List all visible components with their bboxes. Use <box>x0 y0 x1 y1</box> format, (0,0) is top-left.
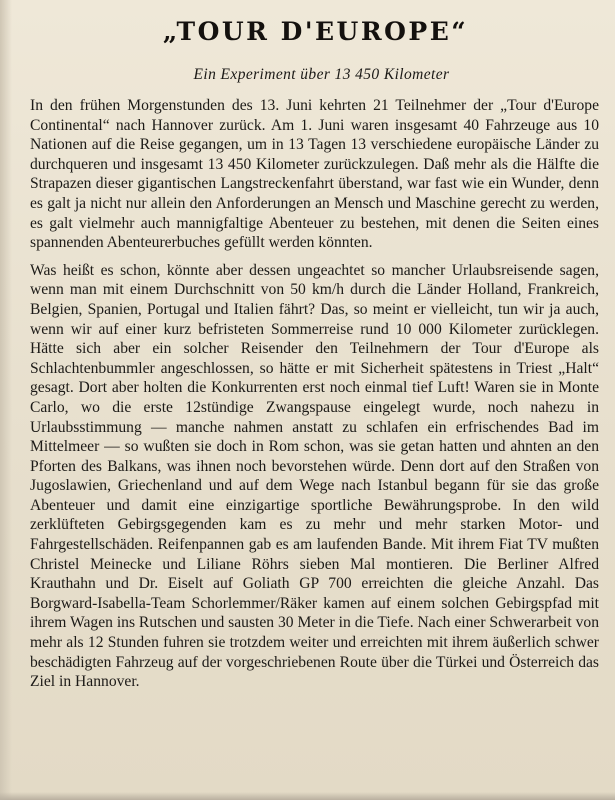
article-title: „TOUR D'EUROPE“ <box>162 17 469 46</box>
article-paragraph-1: In den frühen Morgenstunden des 13. Juni kehrten 21 Teilnehmer der „Tour d'Europe Continental“ nach Hannover zurück. Am 1. Juni waren insgesamt 40 Fahrzeuge aus 10 Nationen auf die Reise gegangen, um in 13 Tagen 13 verschiedene europäische Länder zu durchqueren und insgesamt 13 450 Kilometer zurückzulegen. Daß mehr als die Hälfte die Strapazen dieser gigantischen Langstreckenfahrt überstand, war fast wie ein Wunder, denn es galt ja nicht nur allein den Anforderungen an Mensch und Maschine gerecht zu werden, es galt vielmehr auch mannigfaltige Abenteuer zu bestehen, mit denen die Seiten eines spannenden Abenteurerbuches gefüllt werden könnten. <box>30 97 599 252</box>
page-bottom-edge <box>0 792 615 800</box>
article-subtitle: Ein Experiment über 13 450 Kilometer <box>193 66 450 83</box>
article-paragraph-2: Was heißt es schon, könnte aber dessen ungeachtet so mancher Urlaubsreisende sagen, wenn man mit einem Durchschnitt von 50 km/h durch die Länder Holland, Frankreich, Belgien, Spanien, Portugal und Italien fährt? Das, so meint er vielleicht, tun wir ja auch, wenn wir auf einer kurz befristeten Sommerreise rund 10 000 Kilometer zurücklegen. Hätte sich aber ein solcher Reisender den Teilnehmern der Tour d'Europe als Schlachtenbummler angeschlossen, so hätte er mit Sicherheit spätestens in Triest „Halt“ gesagt. Dort aber holten die Konkurrenten erst noch einmal tief Luft! Waren sie in Monte Carlo, wo die erste 12stündige Zwangspause eingelegt wurde, noch nahezu in Urlaubsstimmung — manche nahmen anstatt zu schlafen ein erfrischendes Bad im Mittelmeer — so wußten sie doch in Rom schon, was sie getan hatten und ahnten an den Pforten des Balkans, was ihnen noch bevorstehen würde. Denn dort auf den Straßen von Jugoslawien, Griechenland und auf dem Wege nach Istanbul begann für sie das große Abenteuer und damit eine einzigartige sportliche Bewährungsprobe. In den wild zerklüfteten Gebirgsgegenden kam es zu mehr und mehr starken Motor- und Fahrgestellschäden. Reifenpannen gab es am laufenden Bande. Mit ihrem Fiat TV mußten Christel Meinecke und Liliane Röhrs sieben Mal montieren. Die Berliner Alfred Krauthahn und Dr. Eiselt auf Goliath GP 700 erreichten die gleiche Anzahl. Das Borgward-Isabella-Team Schorlemmer/Räker kamen auf einem solchen Gebirgspfad mit ihrem Wagen ins Rutschen und sausten 30 Meter in die Tiefe. Nach einer Schwerarbeit von mehr als 12 Stunden fuhren sie trotzdem weiter und erreichten mit ihrem äußerlich schwer beschädigten Fahrzeug auf der vorgeschriebenen Route über die Türkei und Österreich das Ziel in Hannover. <box>30 261 599 691</box>
page-edge-shadow <box>0 0 12 800</box>
